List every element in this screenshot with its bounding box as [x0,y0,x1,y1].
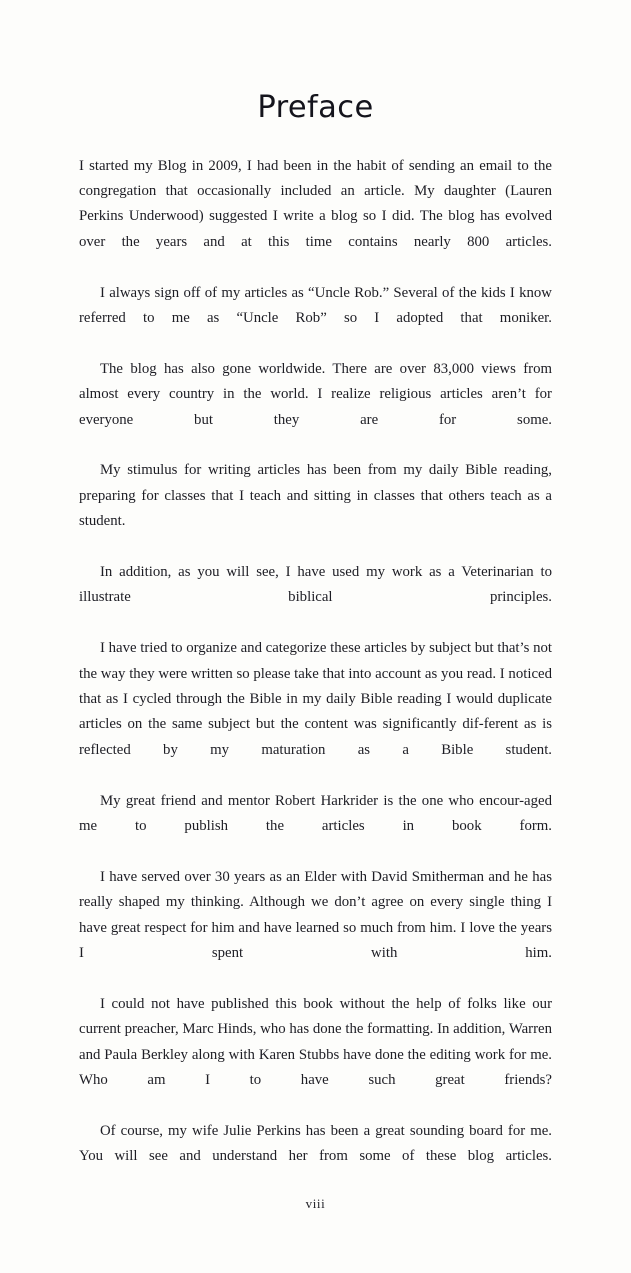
paragraph: I have tried to organize and categorize these articles by subject but that’s not the way they were written so please take that into account as you read. I noticed that as I cycled through the Bible in my daily Bible reading I would duplicate articles on the same subject but the content was significantly dif-ferent as is reflected by my maturation as a Bible student. [79,640,552,758]
paragraph: My great friend and mentor Robert Harkrider is the one who encour-aged me to publish the articles in book form. [79,792,552,835]
paragraph: I always sign off of my articles as “Uncle Rob.” Several of the kids I know referred to me as “Uncle Rob” so I adopted that moniker. [79,284,552,326]
paragraph: In addition, as you will see, I have used my work as a Veterinarian to illustrate biblical principles. [79,564,552,606]
paragraph: The blog has also gone worldwide. There are over 83,000 views from almost every country in the world. I realize religious articles aren’t for everyone but they are for some. [79,360,552,428]
body-text-block [79,154,552,1196]
paragraph: I could not have published this book without the help of folks like our current preacher, Marc Hinds, who has done the formatting. In addition, Warren and Paula Berkley along with Karen Stubbs have done the editing work for me. Who am I to have such great friends? [79,995,552,1089]
paragraph: I have served over 30 years as an Elder with David Smitherman and he has really shaped my thinking. Although we don’t agree on every single thing I have great respect for him and have learned so much from him. I love the years I spent with him. [79,868,552,962]
paragraph: Of course, my wife Julie Perkins has been a great sounding board for me. You will see and understand her from some of these blog articles. [79,1122,552,1165]
paragraph: I started my Blog in 2009, I had been in the habit of sending an email to the congregation that occasionally included an article. My daughter (Lauren Perkins Underwood) suggested I write a blog so I did. The blog has evolved over the years and at this time contains nearly 800 articles. [79,157,552,250]
page-title: Preface [257,90,374,125]
page-footer [0,1195,631,1273]
page-number: viii [305,1196,326,1212]
paragraph: My stimulus for writing articles has been from my daily Bible reading, preparing for classes that I teach and sitting in classes that others teach as a student. [79,462,552,530]
